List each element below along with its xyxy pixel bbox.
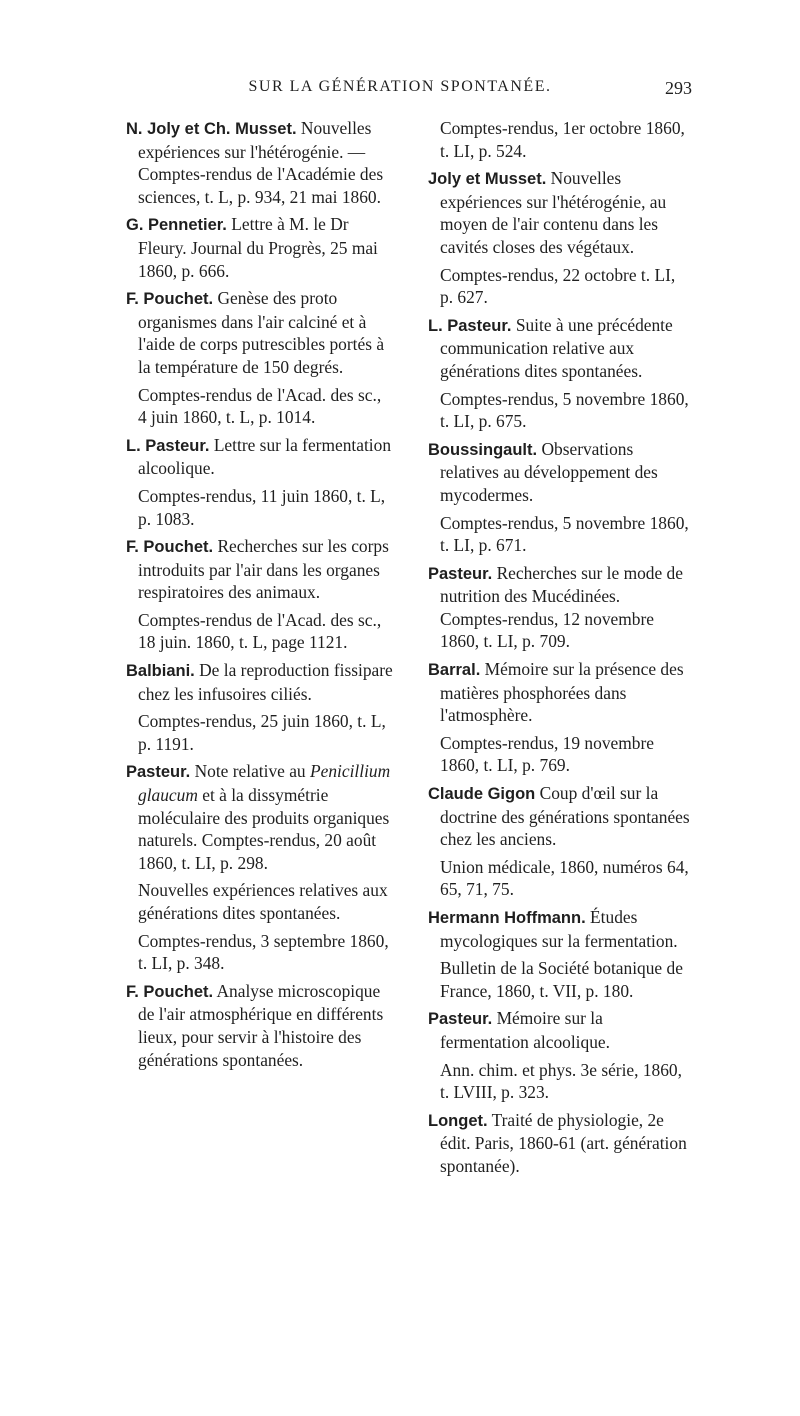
entry-author: Longet. [428,1111,488,1130]
entry-text: Genèse des proto organismes dans l'air calciné et à l'aide de corps putrescibles portés à la température de 150 degrés. [138,288,385,377]
entry-text: Comptes-rendus, 1er octobre 1860, t. LI, p. 524. [440,118,685,161]
entry-author: Boussingault. [428,440,538,459]
entry-text: Bulletin de la Société botanique de France, 1860, t. VII, p. 180. [440,958,683,1001]
entry-text: Observations relatives au développement des mycodermes. [440,438,658,505]
bibliography-entry [126,535,394,604]
entry-text: Analyse microscopique de l'air atmosphérique en différents lieux, pour servir à l'histoire des générations spontanées. [138,980,384,1070]
bibliography-entry [428,1109,690,1178]
entry-author: N. Joly et Ch. Musset. [126,120,297,138]
bibliography-entry [428,732,690,777]
entry-text: Comptes-rendus de l'Acad. des sc., 18 juin. 1860, t. L, page 1121. [138,609,382,653]
bibliography-entry [126,213,394,282]
left-column [126,117,394,1076]
bibliography-entry [428,957,690,1002]
entry-text: Comptes-rendus, 5 novembre 1860, t. LI, p. 671. [440,512,689,556]
entry-author: Barral. [428,661,481,680]
bibliography-entry [428,314,690,383]
entry-text: De la reproduction fissipare chez les infusoires ciliés. [138,660,393,704]
bibliography-entry [428,658,690,727]
entry-text: Comptes-rendus, 11 juin 1860, t. L, p. 1083. [138,485,386,529]
bibliography-entry [126,434,394,480]
bibliography-entry [428,438,690,507]
entry-italic-taxon: Penicillium glaucum [138,761,391,806]
entry-text: Comptes-rendus, 3 septembre 1860, t. LI, p. 348. [138,930,389,974]
entry-author: Balbiani. [126,662,195,681]
entry-text: Note relative au [194,761,310,782]
bibliography-entry [428,1059,690,1104]
entry-text: Lettre à M. le Dr Fleury. Journal du Progrès, 25 mai 1860, p. 666. [138,214,378,281]
entry-author: L. Pasteur. [428,316,512,335]
entry-author: Hermann Hoffmann. [428,909,586,927]
bibliography-entry [428,512,690,557]
entry-author: Claude Gigon [428,785,536,804]
entry-text: Comptes-rendus de l'Acad. des sc., 4 juin 1860, t. L, p. 1014. [138,384,382,428]
bibliography-entry [126,930,394,975]
entry-text: Études mycologiques sur la fermentation. [440,907,678,951]
entry-text: Mémoire sur la présence des matières phosphorées dans l'atmosphère. [440,659,684,726]
entry-text: Comptes-rendus, 19 novembre 1860, t. LI, p. 769. [440,732,654,776]
entry-text: Coup d'œil sur la doctrine des générations spontanées chez les anciens. [440,783,690,850]
entry-author: L. Pasteur. [126,436,210,455]
entry-author: Joly et Musset. [428,170,547,189]
entry-text: Ann. chim. et phys. 3e série, 1860, t. LVIII, p. 323. [440,1059,682,1103]
bibliography-entry [126,710,394,755]
entry-text: Traité de physiologie, 2e édit. Paris, 1860-61 (art. génération spontanée). [440,1109,687,1176]
entry-author: F. Pouchet. [126,982,214,1001]
entry-text: Comptes-rendus, 5 novembre 1860, t. LI, p. 675. [440,388,689,432]
bibliography-entry [428,906,690,952]
bibliography-entry [126,980,394,1071]
entry-author: F. Pouchet. [126,290,214,309]
bibliography-entry [126,659,394,705]
entry-text: Nouvelles expériences relatives aux générations dites spontanées. [138,880,388,923]
bibliography-entry [126,287,394,378]
entry-text: Comptes-rendus, 22 octobre t. LI, p. 627. [440,264,676,308]
bibliography-entry [126,117,394,208]
entry-author: Pasteur. [126,763,191,782]
bibliography-entry [428,167,690,258]
entry-text: Union médicale, 1860, numéros 64, 65, 71, 75. [440,856,689,900]
entry-text: Comptes-rendus, 25 juin 1860, t. L, p. 1191. [138,711,386,754]
entry-text: Nouvelles expériences sur l'hétérogénie. — Comptes-rendus de l'Académie des sciences, t. L, p. 934, 21 mai 1860. [138,118,384,207]
entry-author: Pasteur. [428,564,493,583]
page-number: 293 [665,78,692,98]
bibliography-entry [428,117,690,162]
entry-author: Pasteur. [428,1010,493,1029]
entry-text: Mémoire sur la fermentation alcoolique. [440,1008,610,1052]
entry-text: Lettre sur la fermentation alcoolique. [138,434,392,479]
bibliography-entry [126,384,394,429]
running-head [0,78,800,102]
running-title: SUR LA GÉNÉRATION SPONTANÉE. [248,78,552,95]
entry-text: Suite à une précédente communication relative aux générations dites spontanées. [440,314,673,381]
entry-text: et à la dissymétrie moléculaire des produits organiques naturels. Comptes-rendus, 20 août 1860, t. LI, p. 298. [138,785,390,873]
bibliography-entry [126,760,394,874]
bibliography-entry [126,485,394,530]
bibliography-entry [126,879,394,924]
bibliography-entry [126,609,394,654]
bibliography-entry [428,562,690,653]
entry-text: Nouvelles expériences sur l'hétérogénie, au moyen de l'air contenu dans les cavités closes des végétaux. [440,168,667,257]
bibliography-entry [428,264,690,309]
entry-author: F. Pouchet. [126,538,214,557]
entry-author: G. Pennetier. [126,216,227,235]
right-column [428,117,690,1183]
entry-text: Recherches sur le mode de nutrition des Mucédinées. Comptes-rendus, 12 novembre 1860, t. LI, p. 709. [440,562,683,652]
bibliography-entry [428,856,690,901]
entry-text: Recherches sur les corps introduits par l'air dans les organes respiratoires des animaux. [138,536,389,603]
bibliography-entry [428,782,690,851]
bibliography-entry [428,1007,690,1053]
bibliography-entry [428,388,690,433]
